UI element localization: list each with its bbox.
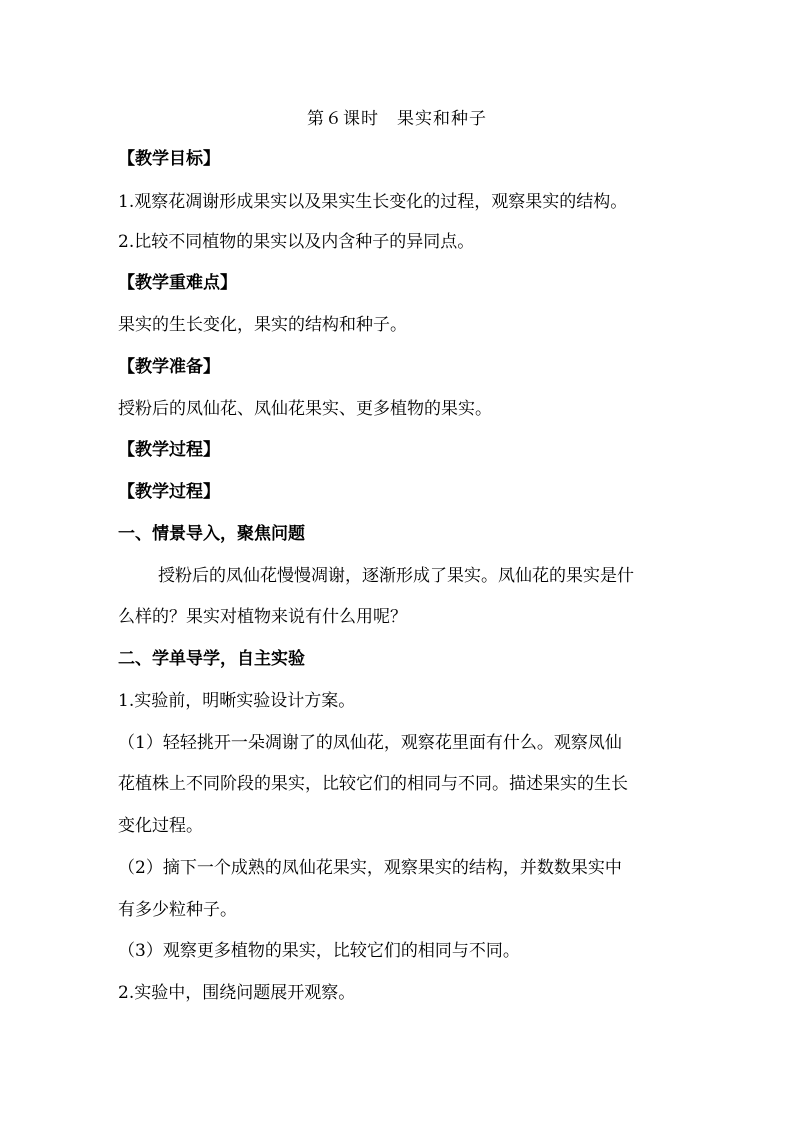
preparation-text: 授粉后的凤仙花、凤仙花果实、更多植物的果实。 xyxy=(118,399,492,419)
preparation-heading: 【教学准备】 xyxy=(118,357,220,377)
goal-item-1: 1.观察花凋谢形成果实以及果实生长变化的过程，观察果实的结构。 xyxy=(118,192,628,212)
part2-heading: 二、学单导学，自主实验 xyxy=(118,649,305,669)
item2-line1: （2）摘下一个成熟的凤仙花果实，观察果实的结构，并数数果实中 xyxy=(118,858,622,878)
item1-line3: 变化过程。 xyxy=(118,816,203,836)
item3-text: （3）观察更多植物的果实，比较它们的相同与不同。 xyxy=(118,941,520,961)
process-heading: 【教学过程】 xyxy=(118,440,220,460)
item1-line1: （1）轻轻挑开一朵凋谢了的凤仙花，观察花里面有什么。观察凤仙 xyxy=(118,733,622,753)
part1-paragraph-line2: 么样的？果实对植物来说有什么用呢？ xyxy=(118,607,407,627)
process-heading-repeat: 【教学过程】 xyxy=(118,482,220,502)
goal-heading: 【教学目标】 xyxy=(118,149,220,169)
goal-item-2: 2.比较不同植物的果实以及内含种子的异同点。 xyxy=(118,232,475,252)
step2-text: 2.实验中，围绕问题展开观察。 xyxy=(118,983,356,1003)
step1-text: 1.实验前，明晰实验设计方案。 xyxy=(118,691,356,711)
key-points-heading: 【教学重难点】 xyxy=(118,273,237,293)
part1-heading: 一、情景导入，聚焦问题 xyxy=(118,524,305,544)
lesson-title: 第６课时 果实和种子 xyxy=(307,109,487,129)
part1-paragraph-line1: 授粉后的凤仙花慢慢凋谢，逐渐形成了果实。凤仙花的果实是什 xyxy=(158,566,634,586)
key-points-text: 果实的生长变化，果实的结构和种子。 xyxy=(118,315,407,335)
item1-line2: 花植株上不同阶段的果实，比较它们的相同与不同。描述果实的生长 xyxy=(118,774,628,794)
item2-line2: 有多少粒种子。 xyxy=(118,900,237,920)
